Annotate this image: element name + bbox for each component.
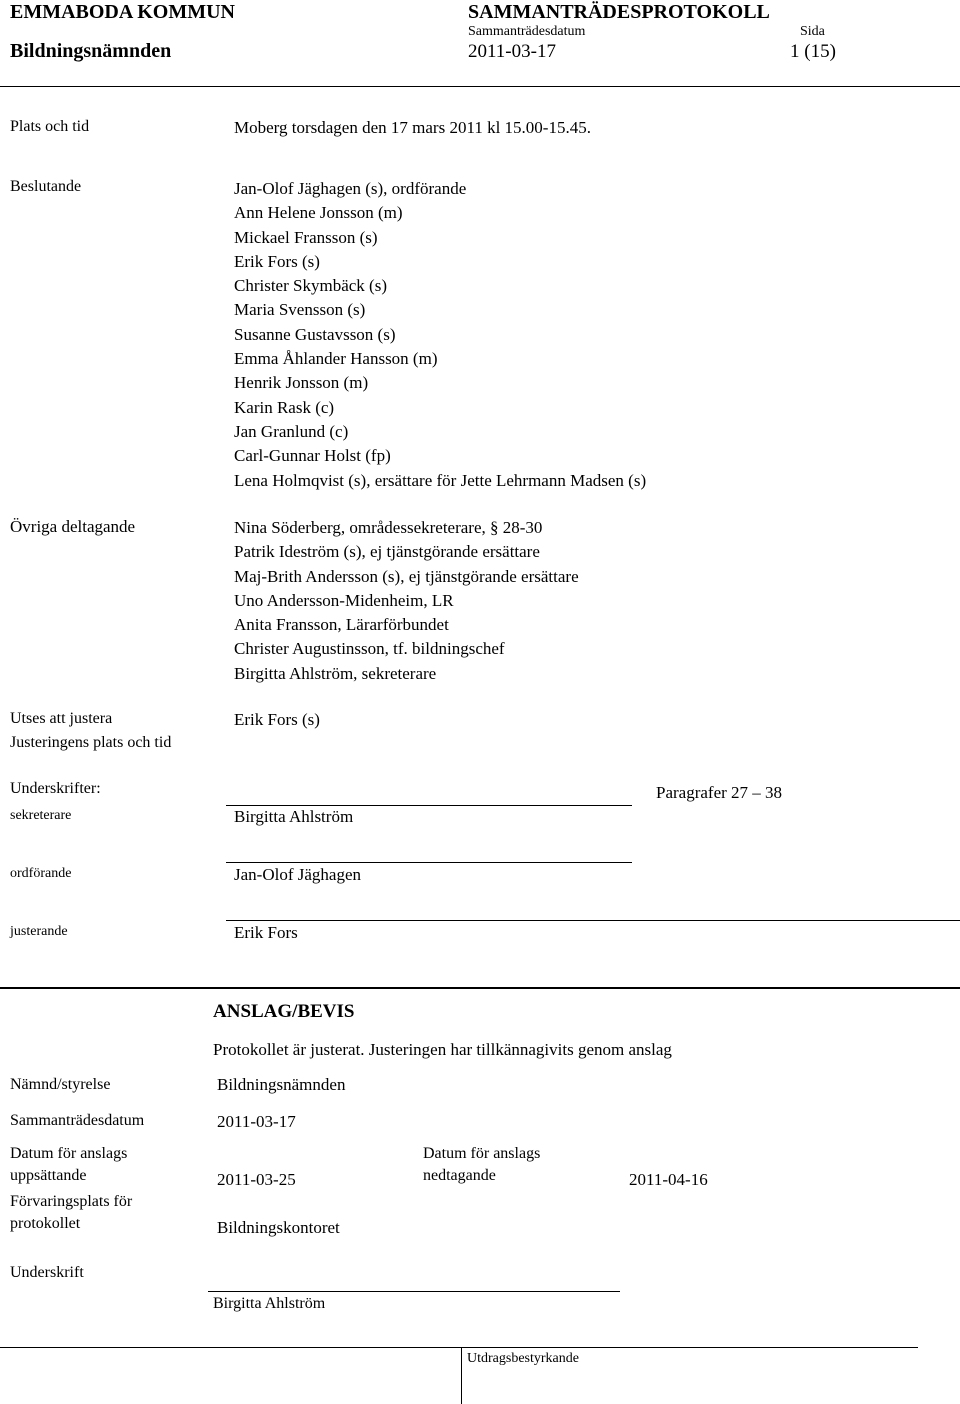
list-item: Ann Helene Jonsson (m): [234, 203, 403, 223]
secretary-label: sekreterare: [10, 808, 72, 823]
adjust-value: Erik Fors (s): [234, 710, 320, 729]
list-item: Emma Åhlander Hansson (m): [234, 349, 438, 369]
list-item: Patrik Ideström (s), ej tjänstgörande ersättare: [234, 542, 540, 562]
header-page-number: 1 (15): [790, 41, 836, 62]
document-type: SAMMANTRÄDESPROTOKOLL: [468, 1, 770, 23]
signature-line-chair: [226, 862, 632, 863]
header-date-label: Sammanträdesdatum: [468, 24, 586, 39]
notice-statement: Protokollet är justerat. Justeringen har tillkännagivits genom anslag: [213, 1040, 672, 1059]
chair-name: Jan-Olof Jäghagen: [234, 865, 361, 884]
list-item: Jan Granlund (c): [234, 421, 349, 441]
removed-value: 2011-04-16: [629, 1170, 708, 1189]
posted-label-line2: uppsättande: [10, 1167, 87, 1184]
header-date: 2011-03-17: [468, 41, 556, 62]
list-item: Birgitta Ahlström, sekreterare: [234, 663, 437, 683]
signature-name: Birgitta Ahlström: [213, 1295, 326, 1312]
list-item: Anita Fransson, Lärarförbundet: [234, 615, 449, 635]
list-item: Nina Söderberg, områdessekreterare, § 28-30: [234, 518, 543, 537]
notice-title: ANSLAG/BEVIS: [213, 1001, 355, 1022]
extract-vertical-line: [461, 1347, 462, 1404]
other-participants-list: [234, 516, 579, 686]
meeting-date-value: 2011-03-17: [217, 1112, 296, 1131]
extract-label: Utdragsbestyrkande: [467, 1351, 579, 1366]
list-item: Maria Svensson (s): [234, 300, 366, 320]
storage-label-line1: Förvaringsplats för: [10, 1193, 133, 1210]
adjust-label: Utses att justera: [10, 710, 113, 727]
signature-line-adjuster: [226, 920, 960, 921]
list-item: Susanne Gustavsson (s): [234, 324, 396, 344]
removed-label-line1: Datum för anslags: [423, 1145, 541, 1162]
committee-name: Bildningsnämnden: [10, 40, 172, 62]
list-item: Jan-Olof Jäghagen (s), ordförande: [234, 179, 467, 198]
adjuster-name: Erik Fors: [234, 923, 298, 942]
adjuster-label: justerande: [10, 924, 68, 939]
meeting-date-label: Sammanträdesdatum: [10, 1112, 145, 1129]
notice-divider: [0, 987, 960, 989]
chair-label: ordförande: [10, 866, 72, 881]
list-item: Erik Fors (s): [234, 251, 320, 271]
list-item: Maj-Brith Andersson (s), ej tjänstgörande ersättare: [234, 566, 579, 586]
posted-value: 2011-03-25: [217, 1170, 296, 1189]
storage-label-line2: protokollet: [10, 1215, 81, 1232]
list-item: Karin Rask (c): [234, 397, 335, 417]
list-item: Henrik Jonsson (m): [234, 373, 369, 393]
board-value: Bildningsnämnden: [217, 1075, 346, 1094]
list-item: Christer Augustinsson, tf. bildningschef: [234, 639, 505, 659]
place-label: Plats och tid: [10, 118, 90, 135]
others-label: Övriga deltagande: [10, 517, 136, 536]
paragraphs-range: Paragrafer 27 – 38: [656, 783, 783, 802]
list-item: Lena Holmqvist (s), ersättare för Jette Lehrmann Madsen (s): [234, 470, 647, 490]
signature-label: Underskrift: [10, 1264, 84, 1281]
place-value: Moberg torsdagen den 17 mars 2011 kl 15.00-15.45.: [234, 118, 591, 137]
signature-line-secretary: [226, 805, 632, 806]
board-label: Nämnd/styrelse: [10, 1076, 111, 1093]
adjust-place-label: Justeringens plats och tid: [10, 734, 172, 751]
storage-value: Bildningskontoret: [217, 1218, 340, 1237]
list-item: Carl-Gunnar Holst (fp): [234, 446, 391, 466]
secretary-name: Birgitta Ahlström: [234, 807, 354, 826]
signature-line-notice: [208, 1291, 620, 1292]
deciding-label: Beslutande: [10, 178, 82, 195]
organization-name: EMMABODA KOMMUN: [10, 1, 235, 23]
signatures-label: Underskrifter:: [10, 780, 101, 797]
header-page-label: Sida: [800, 24, 825, 39]
header-divider: [0, 86, 960, 87]
list-item: Christer Skymbäck (s): [234, 276, 387, 296]
posted-label-line1: Datum för anslags: [10, 1145, 128, 1162]
list-item: Mickael Fransson (s): [234, 227, 378, 247]
removed-label-line2: nedtagande: [423, 1167, 496, 1184]
list-item: Uno Andersson-Midenheim, LR: [234, 590, 454, 610]
extract-divider: [0, 1347, 918, 1348]
deciding-members-list: [234, 177, 646, 493]
